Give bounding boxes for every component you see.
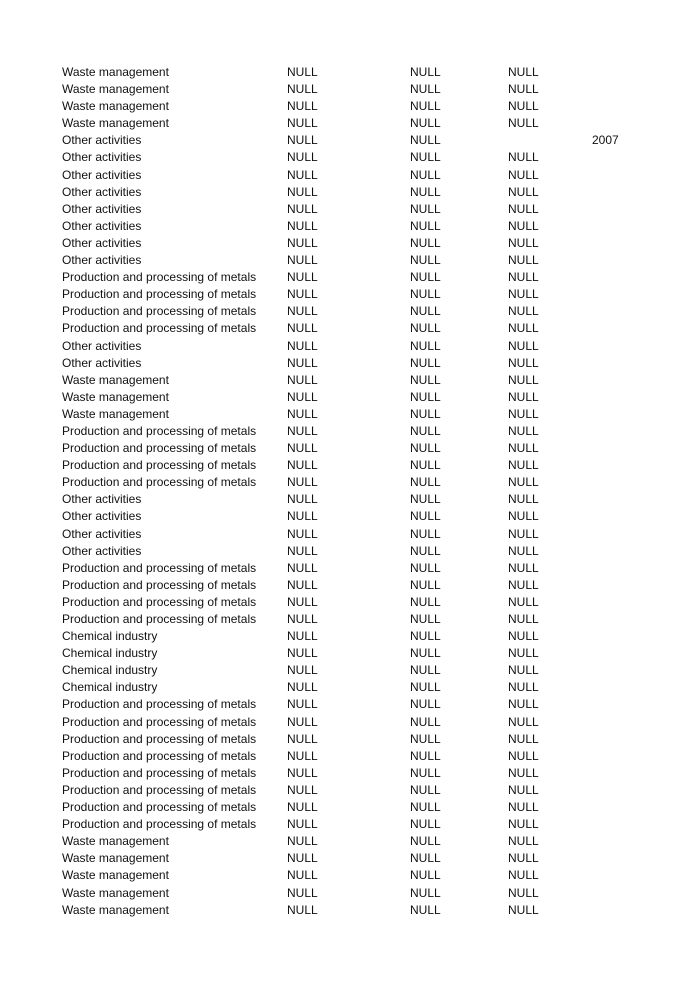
value-c-cell: NULL <box>508 526 539 541</box>
table-row <box>0 560 700 577</box>
value-a-cell: NULL <box>287 253 318 268</box>
value-a-cell: NULL <box>287 612 318 626</box>
value-c-cell: NULL <box>508 765 539 780</box>
value-b-cell: NULL <box>410 423 441 438</box>
value-c-cell: NULL <box>508 612 539 626</box>
value-b-cell: NULL <box>410 287 441 302</box>
value-a-cell: NULL <box>287 270 318 285</box>
activity-cell: Production and processing of metals <box>62 800 257 815</box>
value-c-cell: NULL <box>508 355 539 370</box>
activity-cell: Waste management <box>62 389 169 404</box>
activity-cell: Other activities <box>62 150 142 165</box>
value-b-cell: NULL <box>410 663 441 678</box>
value-c-cell: NULL <box>508 714 539 729</box>
value-c-cell: NULL <box>508 253 539 268</box>
activity-cell: Production and processing of metals <box>62 287 257 302</box>
value-b-cell: NULL <box>410 885 441 900</box>
value-a-cell: NULL <box>287 321 318 336</box>
value-b-cell: NULL <box>410 389 441 404</box>
table-row <box>0 149 700 166</box>
value-c-cell: NULL <box>508 851 539 866</box>
activity-cell: Production and processing of metals <box>62 731 257 746</box>
value-c-cell: NULL <box>508 680 539 695</box>
value-b-cell: NULL <box>410 235 441 250</box>
value-b-cell: NULL <box>410 355 441 370</box>
value-c-cell: NULL <box>508 235 539 250</box>
table-row <box>0 731 700 748</box>
value-a-cell: NULL <box>287 423 318 438</box>
activity-cell: Production and processing of metals <box>62 748 257 763</box>
value-c-cell: NULL <box>508 167 539 182</box>
activity-cell: Production and processing of metals <box>62 458 257 473</box>
value-b-cell: NULL <box>410 406 441 421</box>
table-row <box>0 406 700 423</box>
value-a-cell: NULL <box>287 817 318 832</box>
value-b-cell: NULL <box>410 577 441 592</box>
table-row <box>0 115 700 132</box>
value-b-cell: NULL <box>410 475 441 490</box>
table-row <box>0 594 700 611</box>
value-b-cell: NULL <box>410 765 441 780</box>
table-row <box>0 850 700 867</box>
table-row <box>0 389 700 406</box>
value-c-cell: NULL <box>508 697 539 712</box>
activity-cell: Production and processing of metals <box>62 612 257 626</box>
value-c-cell: NULL <box>508 99 539 114</box>
value-b-cell: NULL <box>410 150 441 165</box>
table-row <box>0 269 700 286</box>
activity-cell: Other activities <box>62 133 142 148</box>
activity-cell: Production and processing of metals <box>62 817 257 832</box>
value-a-cell: NULL <box>287 868 318 883</box>
value-a-cell: NULL <box>287 338 318 353</box>
table-row <box>0 628 700 645</box>
activity-cell: Chemical industry <box>62 646 158 661</box>
value-c-cell: NULL <box>508 731 539 746</box>
table-row <box>0 372 700 389</box>
value-b-cell: NULL <box>410 646 441 661</box>
value-a-cell: NULL <box>287 714 318 729</box>
table-row <box>0 543 700 560</box>
value-b-cell: NULL <box>410 372 441 387</box>
table-row <box>0 252 700 269</box>
value-a-cell: NULL <box>287 184 318 199</box>
table-row <box>0 440 700 457</box>
value-b-cell: NULL <box>410 133 441 148</box>
value-c-cell: NULL <box>508 116 539 131</box>
value-c-cell: NULL <box>508 338 539 353</box>
activity-cell: Waste management <box>62 99 169 114</box>
value-c-cell: NULL <box>508 304 539 319</box>
table-row <box>0 457 700 474</box>
table-row <box>0 423 700 440</box>
activity-cell: Other activities <box>62 218 142 233</box>
value-b-cell: NULL <box>410 253 441 268</box>
value-b-cell: NULL <box>410 218 441 233</box>
value-b-cell: NULL <box>410 338 441 353</box>
activity-cell: Production and processing of metals <box>62 594 257 609</box>
value-a-cell: NULL <box>287 834 318 849</box>
value-c-cell: NULL <box>508 218 539 233</box>
table-row <box>0 885 700 902</box>
table-row <box>0 508 700 525</box>
value-b-cell: NULL <box>410 116 441 131</box>
value-b-cell: NULL <box>410 458 441 473</box>
value-a-cell: NULL <box>287 389 318 404</box>
value-c-cell: NULL <box>508 441 539 456</box>
value-a-cell: NULL <box>287 731 318 746</box>
value-b-cell: NULL <box>410 441 441 456</box>
activity-cell: Waste management <box>62 116 169 131</box>
value-c-cell: NULL <box>508 817 539 832</box>
value-a-cell: NULL <box>287 509 318 524</box>
value-b-cell: NULL <box>410 834 441 849</box>
activity-cell: Production and processing of metals <box>62 577 257 592</box>
data-table <box>0 64 700 919</box>
value-a-cell: NULL <box>287 800 318 815</box>
activity-cell: Other activities <box>62 355 142 370</box>
value-c-cell: NULL <box>508 492 539 507</box>
value-a-cell: NULL <box>287 543 318 558</box>
table-row <box>0 491 700 508</box>
value-b-cell: NULL <box>410 851 441 866</box>
activity-cell: Chemical industry <box>62 663 158 678</box>
value-a-cell: NULL <box>287 287 318 302</box>
value-c-cell: NULL <box>508 475 539 490</box>
value-b-cell: NULL <box>410 543 441 558</box>
table-row <box>0 235 700 252</box>
activity-cell: Production and processing of metals <box>62 423 257 438</box>
value-b-cell: NULL <box>410 509 441 524</box>
value-b-cell: NULL <box>410 782 441 797</box>
value-c-cell: NULL <box>508 184 539 199</box>
activity-cell: Other activities <box>62 201 142 216</box>
table-row <box>0 611 700 628</box>
value-a-cell: NULL <box>287 577 318 592</box>
table-row <box>0 355 700 372</box>
value-c-cell: NULL <box>508 543 539 558</box>
value-c-cell: NULL <box>508 782 539 797</box>
value-c-cell: NULL <box>508 594 539 609</box>
table-row <box>0 526 700 543</box>
value-c-cell: NULL <box>508 868 539 883</box>
table-row <box>0 765 700 782</box>
activity-cell: Production and processing of metals <box>62 441 257 456</box>
value-a-cell: NULL <box>287 902 318 917</box>
activity-cell: Production and processing of metals <box>62 321 257 336</box>
value-a-cell: NULL <box>287 116 318 131</box>
value-b-cell: NULL <box>410 167 441 182</box>
activity-cell: Other activities <box>62 526 142 541</box>
value-b-cell: NULL <box>410 680 441 695</box>
value-b-cell: NULL <box>410 629 441 644</box>
table-row <box>0 167 700 184</box>
value-c-cell: NULL <box>508 423 539 438</box>
activity-cell: Production and processing of metals <box>62 782 257 797</box>
value-a-cell: NULL <box>287 851 318 866</box>
value-b-cell: NULL <box>410 731 441 746</box>
activity-cell: Other activities <box>62 235 142 250</box>
activity-cell: Waste management <box>62 82 169 97</box>
value-a-cell: NULL <box>287 646 318 661</box>
value-b-cell: NULL <box>410 817 441 832</box>
activity-cell: Other activities <box>62 543 142 558</box>
value-a-cell: NULL <box>287 355 318 370</box>
value-c-cell: NULL <box>508 646 539 661</box>
table-row <box>0 662 700 679</box>
value-c-cell: NULL <box>508 65 539 79</box>
value-a-cell: NULL <box>287 526 318 541</box>
activity-cell: Waste management <box>62 65 169 79</box>
value-c-cell: NULL <box>508 800 539 815</box>
value-a-cell: NULL <box>287 65 318 79</box>
activity-cell: Waste management <box>62 406 169 421</box>
value-c-cell: NULL <box>508 902 539 917</box>
value-a-cell: NULL <box>287 492 318 507</box>
value-c-cell: NULL <box>508 287 539 302</box>
year-cell: 2007 <box>592 133 619 148</box>
table-row <box>0 799 700 816</box>
table-row <box>0 201 700 218</box>
value-a-cell: NULL <box>287 680 318 695</box>
value-a-cell: NULL <box>287 235 318 250</box>
activity-cell: Production and processing of metals <box>62 304 257 319</box>
table-row <box>0 696 700 713</box>
activity-cell: Other activities <box>62 253 142 268</box>
value-a-cell: NULL <box>287 372 318 387</box>
value-a-cell: NULL <box>287 697 318 712</box>
value-c-cell: NULL <box>508 748 539 763</box>
value-c-cell: NULL <box>508 150 539 165</box>
value-c-cell: NULL <box>508 372 539 387</box>
value-a-cell: NULL <box>287 475 318 490</box>
table-row <box>0 320 700 337</box>
value-c-cell: NULL <box>508 389 539 404</box>
value-c-cell: NULL <box>508 663 539 678</box>
value-b-cell: NULL <box>410 304 441 319</box>
value-a-cell: NULL <box>287 629 318 644</box>
table-row <box>0 98 700 115</box>
value-b-cell: NULL <box>410 82 441 97</box>
activity-cell: Chemical industry <box>62 680 158 695</box>
value-c-cell: NULL <box>508 629 539 644</box>
value-b-cell: NULL <box>410 99 441 114</box>
value-a-cell: NULL <box>287 99 318 114</box>
table-row <box>0 816 700 833</box>
value-c-cell: NULL <box>508 885 539 900</box>
value-b-cell: NULL <box>410 714 441 729</box>
value-c-cell: NULL <box>508 270 539 285</box>
activity-cell: Waste management <box>62 868 169 883</box>
activity-cell: Production and processing of metals <box>62 560 257 575</box>
table-row <box>0 833 700 850</box>
table-row <box>0 474 700 491</box>
activity-cell: Waste management <box>62 885 169 900</box>
value-b-cell: NULL <box>410 65 441 79</box>
value-c-cell: NULL <box>508 82 539 97</box>
value-c-cell: NULL <box>508 201 539 216</box>
value-c-cell: NULL <box>508 406 539 421</box>
value-b-cell: NULL <box>410 560 441 575</box>
activity-cell: Other activities <box>62 509 142 524</box>
activity-cell: Other activities <box>62 184 142 199</box>
value-a-cell: NULL <box>287 560 318 575</box>
value-a-cell: NULL <box>287 663 318 678</box>
activity-cell: Chemical industry <box>62 629 158 644</box>
value-b-cell: NULL <box>410 526 441 541</box>
table-row <box>0 645 700 662</box>
activity-cell: Other activities <box>62 492 142 507</box>
value-a-cell: NULL <box>287 82 318 97</box>
value-c-cell: NULL <box>508 834 539 849</box>
value-c-cell: NULL <box>508 577 539 592</box>
value-b-cell: NULL <box>410 184 441 199</box>
table-row <box>0 782 700 799</box>
table-row <box>0 218 700 235</box>
value-b-cell: NULL <box>410 800 441 815</box>
value-a-cell: NULL <box>287 765 318 780</box>
value-a-cell: NULL <box>287 748 318 763</box>
table-row <box>0 748 700 765</box>
value-a-cell: NULL <box>287 594 318 609</box>
activity-cell: Waste management <box>62 834 169 849</box>
value-c-cell: NULL <box>508 509 539 524</box>
table-row <box>0 714 700 731</box>
activity-cell: Production and processing of metals <box>62 270 257 285</box>
value-b-cell: NULL <box>410 697 441 712</box>
activity-cell: Waste management <box>62 851 169 866</box>
value-a-cell: NULL <box>287 218 318 233</box>
value-a-cell: NULL <box>287 150 318 165</box>
value-b-cell: NULL <box>410 868 441 883</box>
value-c-cell: NULL <box>508 458 539 473</box>
table-row <box>0 184 700 201</box>
table-row <box>0 64 700 81</box>
activity-cell: Waste management <box>62 902 169 917</box>
value-b-cell: NULL <box>410 748 441 763</box>
value-b-cell: NULL <box>410 902 441 917</box>
activity-cell: Other activities <box>62 338 142 353</box>
value-a-cell: NULL <box>287 441 318 456</box>
value-b-cell: NULL <box>410 270 441 285</box>
activity-cell: Production and processing of metals <box>62 714 257 729</box>
table-row <box>0 679 700 696</box>
activity-cell: Waste management <box>62 372 169 387</box>
table-row <box>0 867 700 884</box>
value-a-cell: NULL <box>287 885 318 900</box>
value-b-cell: NULL <box>410 492 441 507</box>
table-row <box>0 303 700 320</box>
table-row <box>0 81 700 98</box>
value-b-cell: NULL <box>410 612 441 626</box>
value-a-cell: NULL <box>287 133 318 148</box>
value-a-cell: NULL <box>287 458 318 473</box>
activity-cell: Production and processing of metals <box>62 697 257 712</box>
table-row <box>0 286 700 303</box>
value-a-cell: NULL <box>287 167 318 182</box>
table-row <box>0 577 700 594</box>
value-a-cell: NULL <box>287 782 318 797</box>
table-row <box>0 902 700 919</box>
activity-cell: Production and processing of metals <box>62 475 257 490</box>
value-c-cell: NULL <box>508 321 539 336</box>
value-a-cell: NULL <box>287 201 318 216</box>
table-row <box>0 132 700 149</box>
activity-cell: Other activities <box>62 167 142 182</box>
value-b-cell: NULL <box>410 594 441 609</box>
value-a-cell: NULL <box>287 406 318 421</box>
value-a-cell: NULL <box>287 304 318 319</box>
table-row <box>0 338 700 355</box>
value-b-cell: NULL <box>410 321 441 336</box>
value-c-cell: NULL <box>508 560 539 575</box>
activity-cell: Production and processing of metals <box>62 765 257 780</box>
value-b-cell: NULL <box>410 201 441 216</box>
